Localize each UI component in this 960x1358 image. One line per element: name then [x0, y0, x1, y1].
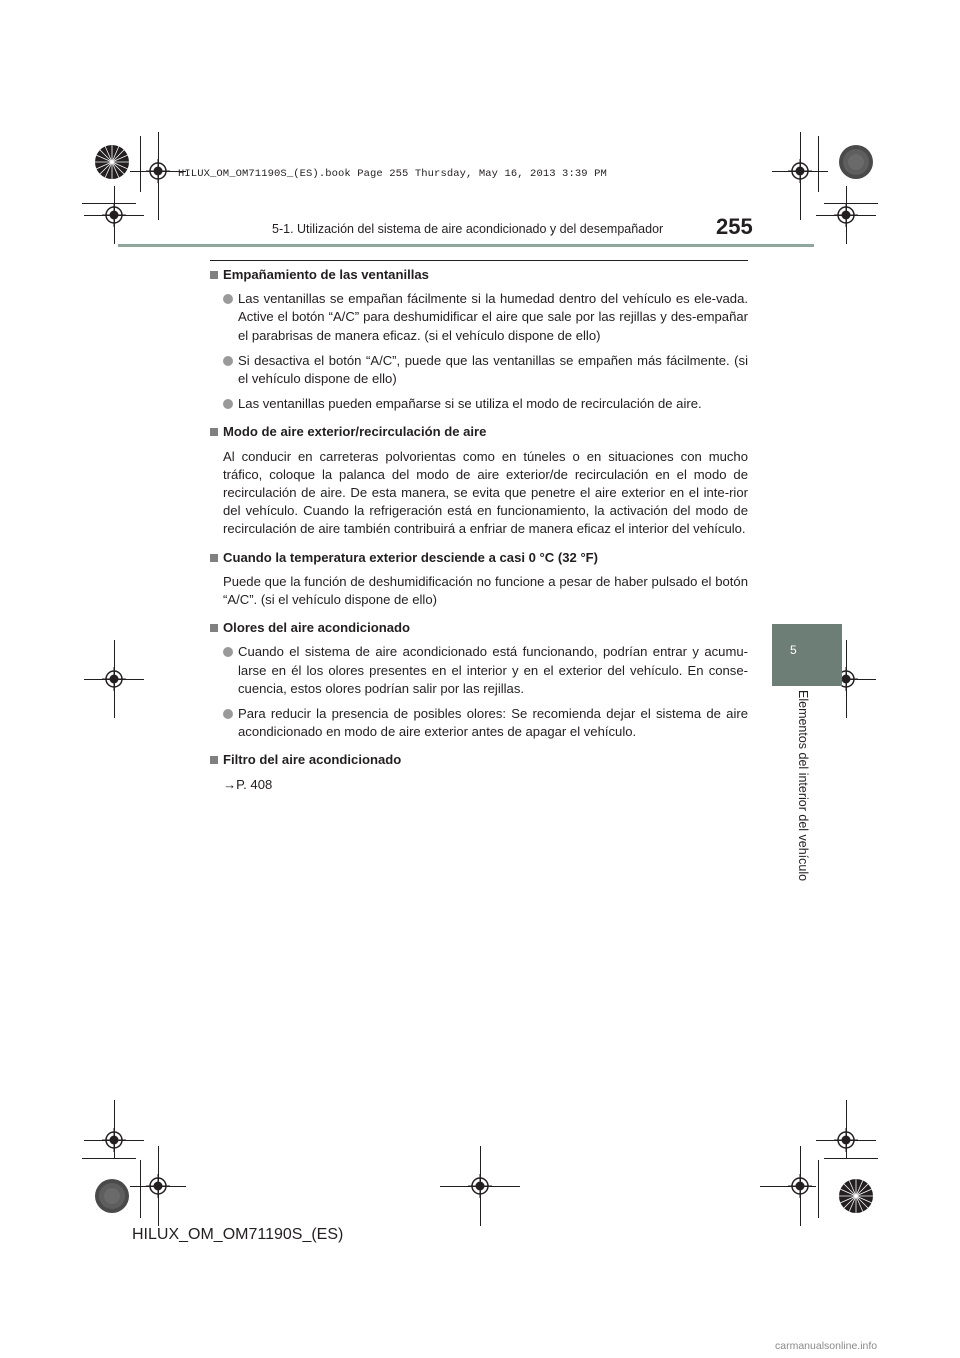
- page-reference-link[interactable]: →P. 408: [223, 776, 273, 792]
- crosshair-icon: [102, 203, 126, 227]
- list-item: Cuando el sistema de aire acondicionado está funcionando, podrían entrar y acumu-larse en él los olores presentes en el interior y en el exterior del vehículo. En conse-cuencia, estos olores podrían salir por las rejillas.: [210, 643, 748, 698]
- registration-wheel-icon: [838, 1178, 874, 1214]
- section-odors: [210, 619, 748, 741]
- chapter-tab-caption: Elementos del interior del vehículo: [796, 690, 810, 882]
- list-item: Si desactiva el botón “A/C”, puede que las ventanillas se empañen más fácilmente. (si el vehículo dispone de ello): [210, 352, 748, 388]
- crosshair-icon: [468, 1174, 492, 1198]
- crosshair-icon: [788, 1174, 812, 1198]
- section-low-temperature: [210, 549, 748, 610]
- crosshair-icon: [146, 1174, 170, 1198]
- crosshair-icon: [102, 1128, 126, 1152]
- section-filter: [210, 751, 748, 793]
- crosshair-icon: [834, 203, 858, 227]
- section-heading: Filtro del aire acondicionado: [210, 751, 748, 769]
- list-item: Las ventanillas pueden empañarse si se utiliza el modo de recirculación de aire.: [210, 395, 748, 413]
- grey-disc-icon: [838, 144, 874, 180]
- page-number: 255: [716, 214, 753, 239]
- page-header-title: 5-1. Utilización del sistema de aire acondicionado y del desempañador: [272, 222, 664, 236]
- content-top-rule: [210, 260, 748, 261]
- section-paragraph: Puede que la función de deshumidificación no funcione a pesar de haber pulsado el botón “A/C”. (si el vehículo dispone de ello): [223, 573, 748, 608]
- grey-disc-icon: [94, 1178, 130, 1214]
- crosshair-icon: [834, 1128, 858, 1152]
- section-heading: Modo de aire exterior/recirculación de aire: [210, 423, 748, 441]
- section-heading: Empañamiento de las ventanillas: [210, 266, 748, 284]
- registration-wheel-icon: [94, 144, 130, 180]
- chapter-tab-number: 5: [790, 643, 797, 657]
- section-air-mode: [210, 423, 748, 538]
- crosshair-icon: [102, 667, 126, 691]
- crosshair-icon: [146, 159, 170, 183]
- section-fogging: [210, 266, 748, 413]
- section-paragraph: Al conducir en carreteras polvorientas como en túneles o en situaciones con mucho tráfico, coloque la palanca del modo de aire exterior/de recirculación en el modo de recirculación de aire. De esta manera, se evita que penetre el aire exterior en el inte-rior del vehículo. Cuando la refrigeración está en funcionamiento, la activación del modo de recirculación de aire también contribuirá a enfriar de manera eficaz el interior del vehículo.: [223, 448, 748, 537]
- list-item: Para reducir la presencia de posibles olores: Se recomienda dejar el sistema de aire acondicionado en modo de aire exterior antes de apagar el vehículo.: [210, 705, 748, 741]
- list-item: Las ventanillas se empañan fácilmente si la humedad dentro del vehículo es ele-vada. Active el botón “A/C” para deshumidificar el aire que sale por las rejillas y des-empañar el parabrisas de manera eficaz. (si el vehículo dispone de ello): [210, 290, 748, 345]
- watermark: carmanualsonline.info: [775, 1340, 878, 1352]
- file-info: HILUX_OM_OM71190S_(ES).book Page 255 Thursday, May 16, 2013 3:39 PM: [178, 168, 607, 180]
- section-heading: Cuando la temperatura exterior desciende a casi 0 °C (32 °F): [210, 549, 748, 567]
- section-heading: Olores del aire acondicionado: [210, 619, 748, 637]
- header-rule: [118, 244, 814, 247]
- footer-code: HILUX_OM_OM71190S_(ES): [132, 1226, 344, 1243]
- chapter-tab: [772, 624, 842, 686]
- main-content: [210, 266, 748, 801]
- crosshair-icon: [788, 159, 812, 183]
